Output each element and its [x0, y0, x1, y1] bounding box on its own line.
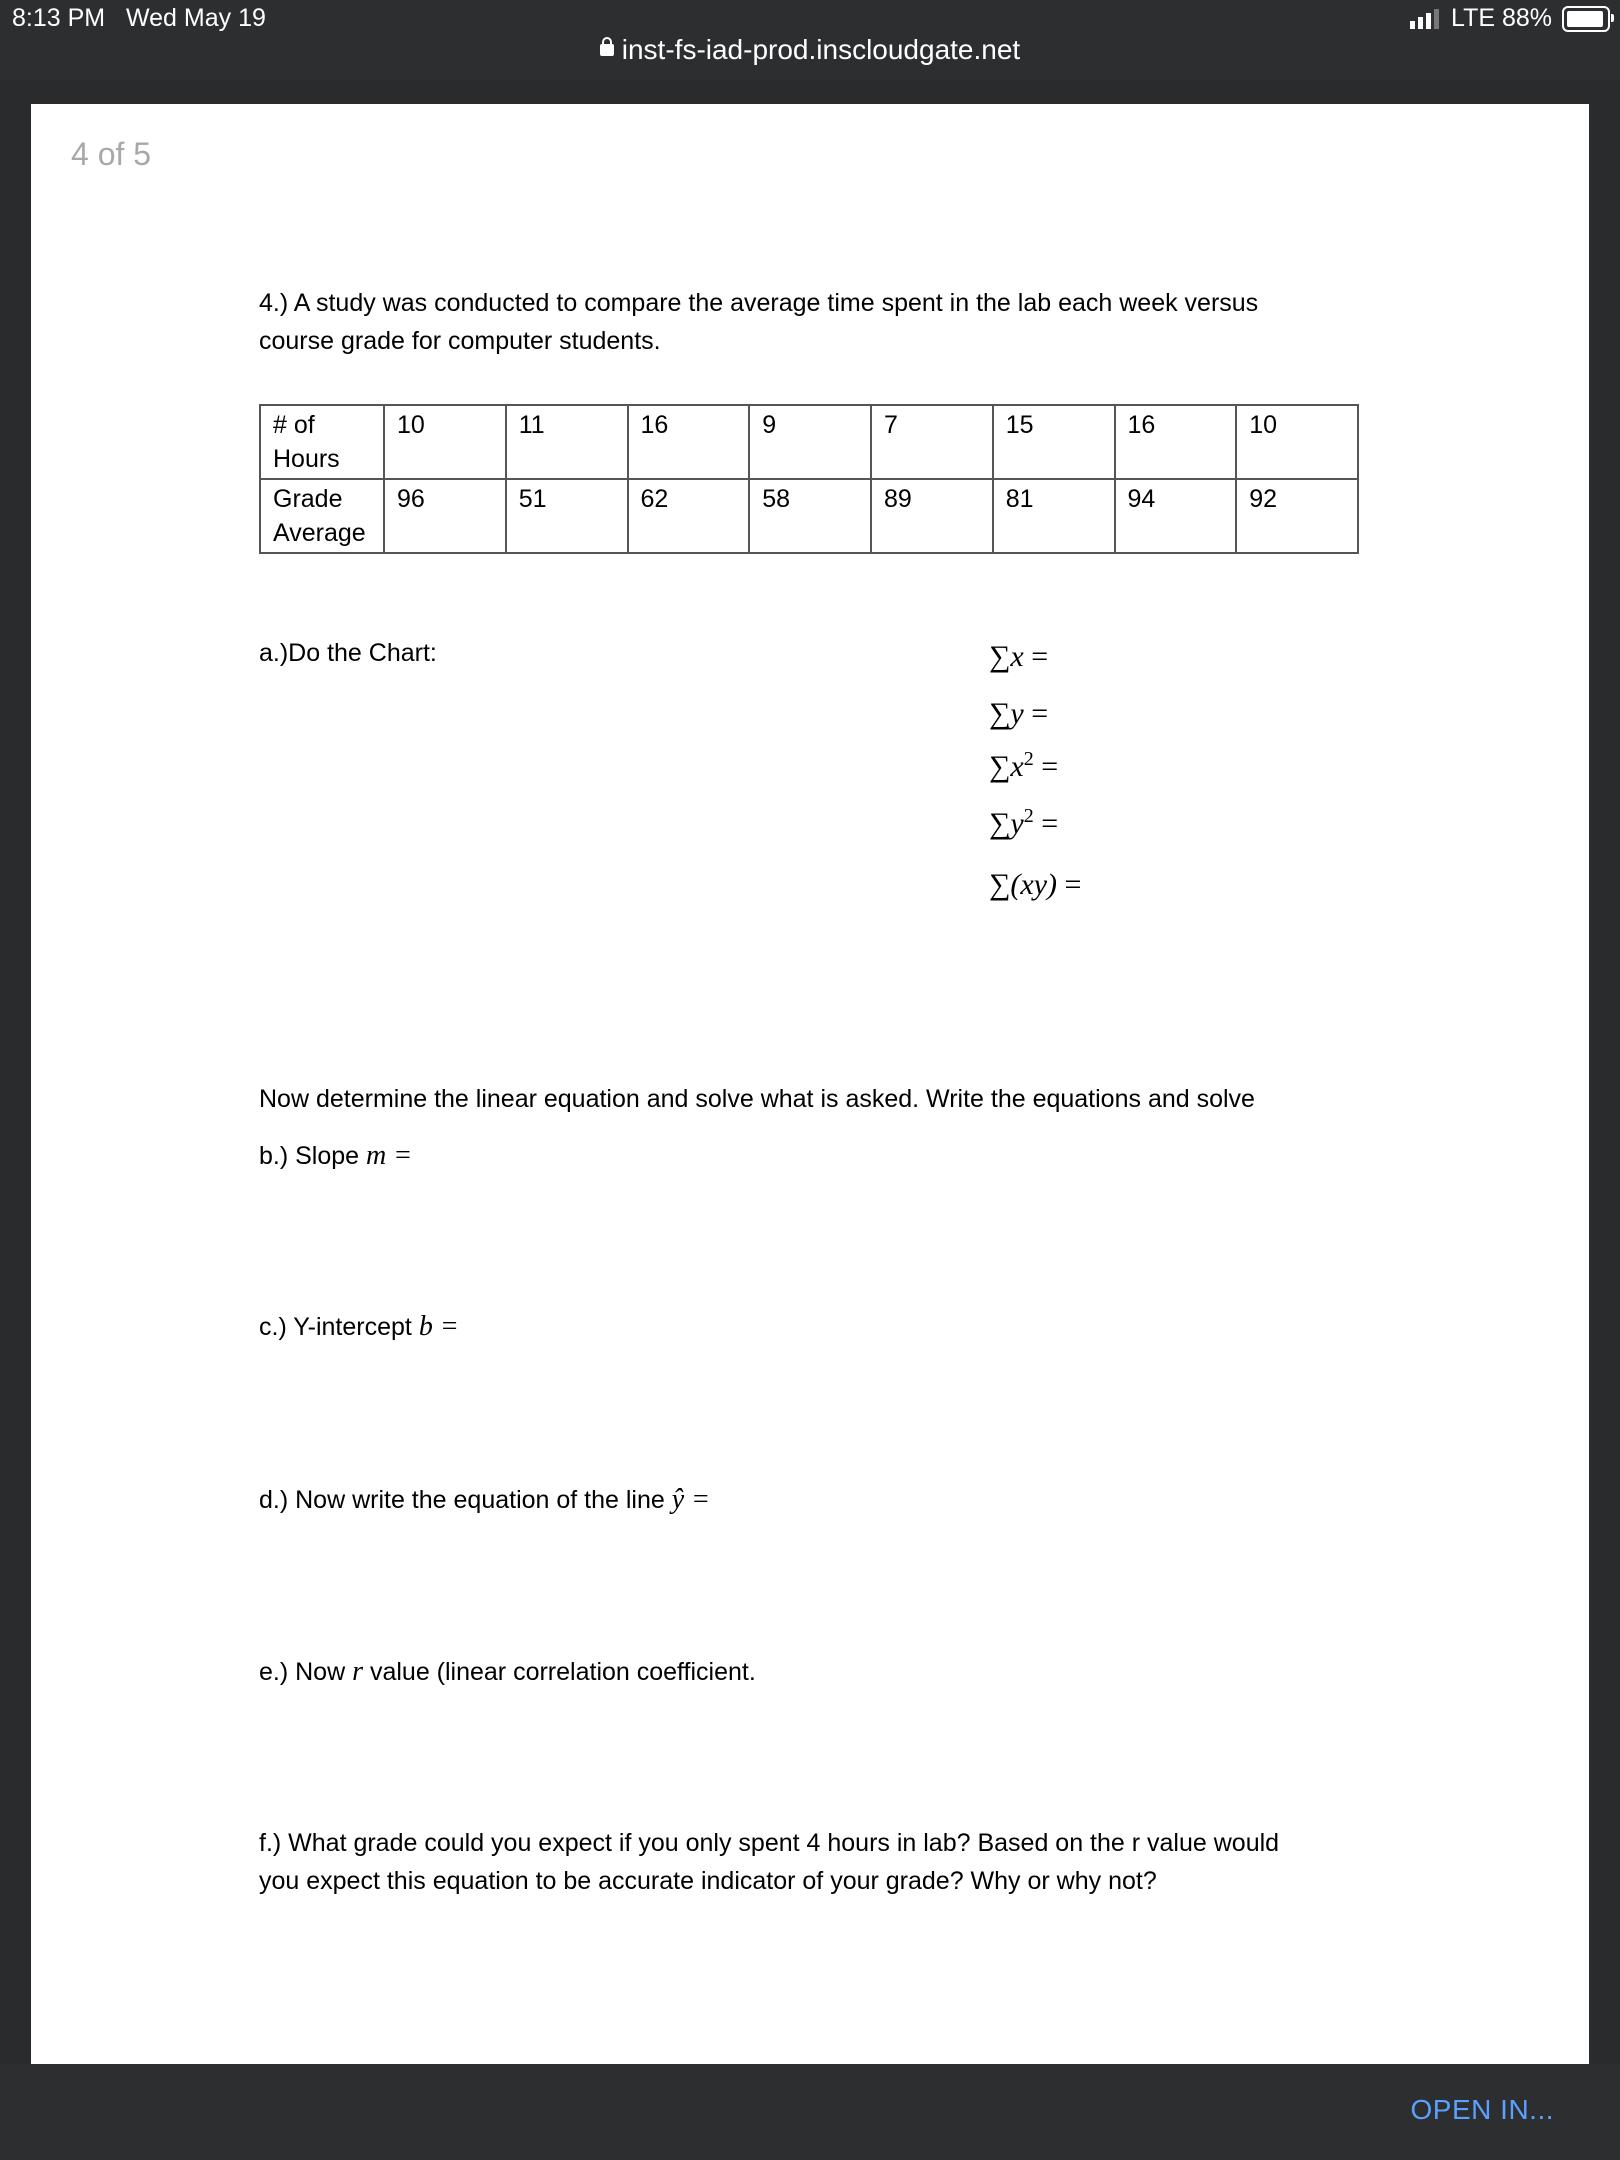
part-f-line-2: you expect this equation to be accurate indicator of your grade? Why or why not? — [259, 1867, 1157, 1895]
table-cell: 11 — [506, 405, 628, 479]
lock-icon — [600, 44, 614, 56]
table-cell: 58 — [749, 479, 871, 553]
cellular-signal-icon — [1410, 9, 1439, 29]
part-b: b.) Slope m = — [259, 1140, 413, 1171]
table-cell: 16 — [628, 405, 750, 479]
intro-line-2: course grade for computer students. — [259, 327, 661, 355]
part-f — [259, 1824, 1379, 1900]
sum-y-squared: $\sum y^2$ = — [989, 805, 1059, 840]
table-cell: 62 — [628, 479, 750, 553]
table-cell: 92 — [1236, 479, 1358, 553]
network-battery-text: LTE 88% — [1451, 4, 1552, 32]
table-row-grades — [260, 479, 1358, 553]
table-cell: 10 — [1236, 405, 1358, 479]
page-indicator: 4 of 5 — [71, 136, 152, 172]
table-cell: 7 — [871, 405, 993, 479]
table-cell: 94 — [1115, 479, 1237, 553]
table-cell: 51 — [506, 479, 628, 553]
intro-line-1: 4.) A study was conducted to compare the average time spent in the lab each week versus — [259, 289, 1259, 317]
table-cell: 9 — [749, 405, 871, 479]
table-row-hours — [260, 405, 1358, 479]
status-indicators — [1410, 4, 1610, 33]
table-cell: 16 — [1115, 405, 1237, 479]
sum-y: ∑y = — [989, 697, 1049, 730]
data-table — [259, 404, 1359, 554]
sum-formulas — [989, 634, 1081, 919]
document-page[interactable] — [31, 104, 1589, 2064]
battery-icon — [1562, 6, 1610, 32]
table-cell: 96 — [384, 479, 506, 553]
table-cell: 89 — [871, 479, 993, 553]
row-header-hours: # of Hours — [260, 405, 384, 479]
table-cell: 81 — [993, 479, 1115, 553]
part-e: e.) Now r value (linear correlation coefficient. — [259, 1656, 756, 1687]
bottom-toolbar — [0, 2064, 1620, 2160]
part-a: a.)Do the Chart: — [259, 639, 437, 667]
sum-x-squared: $\sum x^2$ = — [989, 748, 1059, 783]
url-text: inst-fs-iad-prod.inscloudgate.net — [621, 34, 1021, 65]
part-f-line-1: f.) What grade could you expect if you only spent 4 hours in lab? Based on the r value would — [259, 1829, 1280, 1857]
instruction-linear-equation: Now determine the linear equation and solve what is asked. Write the equations and solve — [259, 1085, 1255, 1113]
address-bar[interactable] — [0, 34, 1620, 66]
table-cell: 10 — [384, 405, 506, 479]
sum-x: ∑x = — [989, 640, 1049, 673]
status-bar — [0, 0, 1620, 80]
part-d: d.) Now write the equation of the line ŷ = — [259, 1484, 711, 1515]
question-intro — [259, 284, 1359, 360]
status-date: Wed May 19 — [126, 4, 266, 32]
part-c: c.) Y-intercept b = — [259, 1311, 459, 1342]
row-header-grade: Grade Average — [260, 479, 384, 553]
open-in-button[interactable]: OPEN IN... — [1410, 2094, 1554, 2125]
table-cell: 15 — [993, 405, 1115, 479]
status-time: 8:13 PM — [12, 4, 106, 32]
sum-xy: ∑(xy) = — [989, 868, 1082, 901]
